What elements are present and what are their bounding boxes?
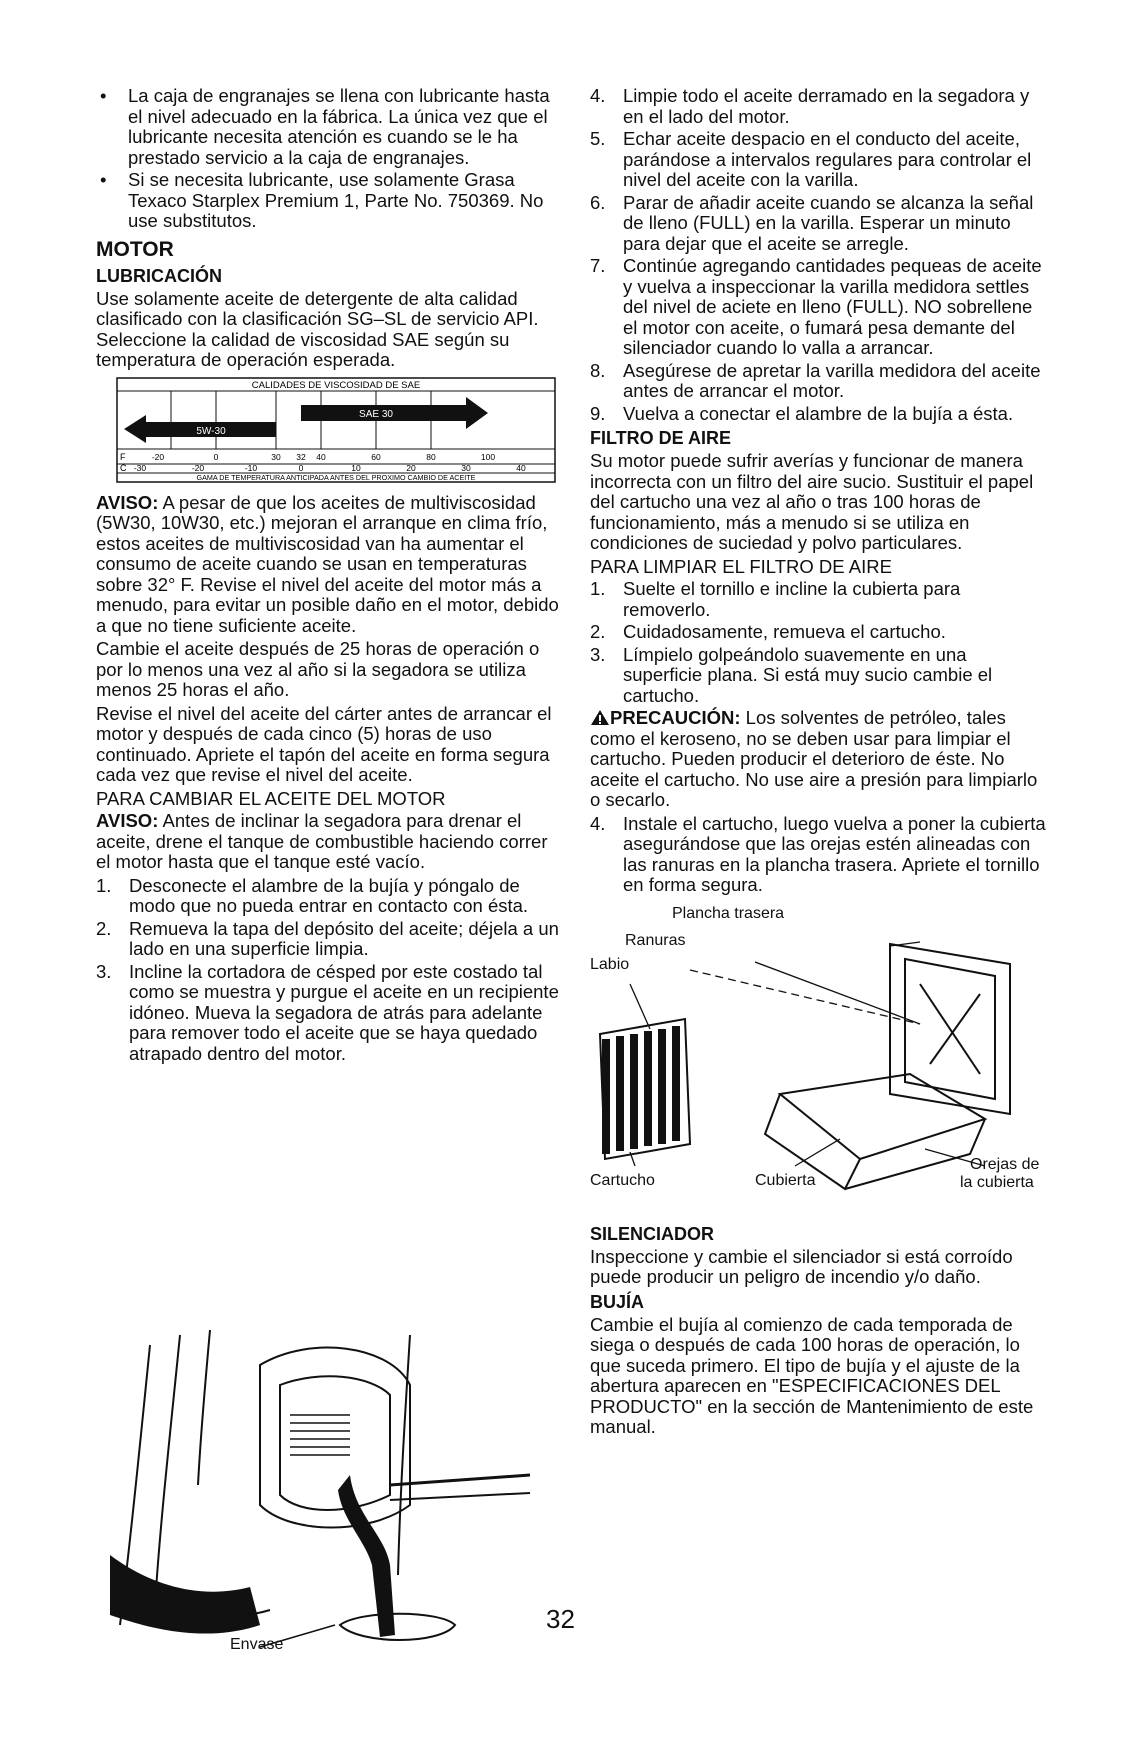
precaucion-label: PRECAUCIÓN:: [610, 707, 741, 728]
sae-viscosity-chart: [116, 377, 556, 483]
step-number: 4.: [590, 85, 606, 106]
c-tick: 10: [351, 462, 361, 473]
step-item: [590, 86, 1050, 127]
heading-limpiar-filtro: PARA LIMPIAR EL FILTRO DE AIRE: [590, 555, 892, 577]
step-number: 8.: [590, 359, 606, 381]
bar-5w30-label: 5W-30: [196, 425, 226, 437]
f-axis-label: F: [120, 451, 126, 462]
bullet-item: [96, 170, 566, 232]
c-tick: 30: [461, 462, 471, 473]
aviso-text: A pesar de que los aceites de multiviscosidad (5W30, 10W30, etc.) mejoran el arranque en clima frío, estos aceites de multiviscosidad van ha aumentar el consumo de aceite cuando se usan en temperaturas sobre 32° F. Revise el nivel del aceite del motor más a menudo, para evitar un posible daño en el motor, debido a que no tiene suficiente aceite.: [96, 491, 559, 636]
bujia-paragraph: Cambie el bujía al comienzo de cada temporada de siega o después de cada 100 horas de operación, lo que suceda primero. El tipo de bujía y el ajuste de la abertura aparecen en "ESPECIFICACIONES DEL PRODUCTO" en la sección de Mantenimiento de este manual.: [590, 1313, 1034, 1437]
bullet-item: [96, 86, 566, 168]
bullet-text: La caja de engranajes se llena con lubricante hasta el nivel adecuado en la fábrica. La única vez que el lubricante necesita atención es cuando se le ha prestado servicio a la caja de engranajes.: [128, 85, 550, 168]
oil-stream: [338, 1475, 395, 1637]
step-number: 3.: [590, 643, 606, 665]
step-item: [96, 962, 566, 1065]
heading-silenciador: SILENCIADOR: [590, 1223, 715, 1244]
air-filter-illustration: [590, 904, 1050, 1204]
bullet-text: Si se necesita lubricante, use solamente Grasa Texaco Starplex Premium 1, Parte No. 750369. No use substitutos.: [128, 169, 544, 231]
step-text: Remueva la tapa del depósito del aceite; déjela a un lado en una superficie limpia.: [129, 917, 559, 959]
step-text: Parar de añadir aceite cuando se alcanza la señal de lleno (FULL) en la varilla. Esperar un minuto para dejar que el aceite se arregle.: [623, 191, 1034, 254]
c-tick: 0: [298, 462, 304, 473]
label-envase: Envase: [230, 1636, 284, 1653]
heading-bujia: BUJÍA: [590, 1291, 645, 1312]
step-number: 2.: [590, 621, 606, 642]
c-tick: -30: [133, 462, 147, 473]
heading-cambiar-aceite: PARA CAMBIAR EL ACEITE DEL MOTOR: [96, 787, 446, 809]
label-orejas-1: Orejas de: [970, 1155, 1040, 1173]
step-text: Continúe agregando cantidades pequeas de aceite y vuelva a inspeccionar la varilla medidora settles del nivel de aciete en lleno (FULL). NO sobrellene el motor con aceite, o fumará pesa demante del silenciador cuando lo valla a arrancar.: [623, 255, 1042, 358]
chart-title: CALIDADES DE VISCOSIDAD DE SAE: [251, 379, 421, 391]
label-plancha-trasera: Plancha trasera: [672, 904, 785, 922]
heading-lubricacion: LUBRICACIÓN: [96, 265, 222, 286]
revise-paragraph: Revise el nivel del aceite del cárter antes de arrancar el motor y después de cada cinco (5) horas de uso continuado. Apriete el tapón del aceite en forma segura cada vez que revise el nivel del aceite.: [96, 702, 552, 785]
c-tick: -10: [244, 462, 258, 473]
step-item: [590, 814, 1050, 896]
bullet-dot: •: [100, 169, 107, 190]
label-labio: Labio: [590, 955, 630, 973]
step-number: 3.: [96, 960, 112, 982]
heading-filtro-aire: FILTRO DE AIRE: [590, 428, 731, 448]
aviso2-paragraph: [96, 811, 566, 873]
cartridge-pleats: [602, 1026, 680, 1154]
f-axis-ticks: [152, 452, 496, 462]
c-axis-label: C: [120, 462, 127, 473]
step-text: Echar aceite despacio en el conducto del aceite, parándose a intervalos regulares para controlar el nivel del aceite con la varilla.: [623, 128, 1032, 190]
chart-footer: GAMA DE TEMPERATURA ANTICIPADA ANTES DEL PROXIMO CAMBIO DE ACEITE: [196, 472, 476, 482]
step-number: 6.: [590, 191, 606, 213]
aviso2-text: Antes de inclinar la segadora para drenar el aceite, drene el tanque de combustible haciendo correr el motor hasta que el tanque esté vacío.: [96, 810, 548, 872]
c-tick: -20: [191, 462, 205, 473]
label-orejas-2: la cubierta: [960, 1173, 1034, 1191]
warning-icon: [590, 709, 610, 726]
page-number: 32: [546, 1604, 575, 1634]
vent-slats: [290, 1415, 350, 1455]
left-column: [96, 86, 566, 1066]
leader-lines: [630, 942, 985, 1166]
step-number: 5.: [590, 128, 606, 149]
bullet-dot: •: [100, 85, 107, 106]
label-ranuras: Ranuras: [625, 931, 686, 949]
step-item: [96, 876, 566, 917]
f-tick: 100: [480, 451, 496, 462]
bar-sae30-label: SAE 30: [359, 408, 393, 420]
step-item: [590, 645, 1050, 707]
step-item: [590, 622, 1050, 643]
step-text: Límpielo golpeándolo suavemente en una superficie plana. Si está muy sucio cambie el cartucho.: [623, 643, 993, 706]
step-text: Suelte el tornillo e incline la cubierta para removerlo.: [623, 578, 961, 620]
bar-sae30: [301, 397, 488, 429]
step-item: [590, 361, 1050, 402]
precaucion-paragraph: [590, 708, 1050, 811]
step-item: [96, 919, 566, 960]
precaucion-text: Los solventes de petróleo, tales como el keroseno, no se deben usar para limpiar el cartucho. Pueden producir el deterioro de éste. No aceite el cartucho. No use aire a presión para limpiarlo o secarlo.: [590, 707, 1038, 810]
step-text: Limpie todo el aceite derramado en la segadora y en el lado del motor.: [623, 85, 1030, 127]
step-text: Asegúrese de apretar la varilla medidora del aceite antes de arrancar el motor.: [623, 359, 1041, 401]
step-item: [590, 256, 1050, 359]
f-tick: 0: [213, 451, 219, 462]
step-number: 9.: [590, 402, 606, 424]
right-column: [590, 86, 1050, 1441]
f-tick: -20: [151, 451, 165, 462]
step-number: 2.: [96, 917, 112, 939]
step-item: [590, 129, 1050, 191]
step-item: [590, 193, 1050, 255]
step-text: Vuelva a conectar el alambre de la bujía a ésta.: [623, 402, 1014, 424]
step-text: Desconecte el alambre de la bujía y póngalo de modo que no pueda entrar en contacto con ésta.: [129, 874, 529, 916]
f-tick: 80: [426, 451, 436, 462]
viscosity-chart-svg: [116, 377, 556, 483]
lubricacion-paragraph: Use solamente aceite de detergente de alta calidad clasificado con la clasificación SG–SL de servicio API. Seleccione la calidad de viscosidad SAE según su temperatura de operación esperada.: [96, 287, 539, 370]
step-number: 1.: [96, 874, 112, 896]
label-cartucho: Cartucho: [590, 1171, 655, 1189]
mower-base: [110, 1555, 260, 1634]
cambie-paragraph: Cambie el aceite después de 25 horas de operación o por lo menos una vez al año si la segadora se utiliza menos 25 horas el año.: [96, 638, 540, 700]
label-cubierta: Cubierta: [755, 1171, 816, 1189]
step-number: 4.: [590, 812, 606, 834]
f-tick: 30: [271, 451, 281, 462]
step-text: Incline la cortadora de césped por este costado tal como se muestra y purgue el aceite en un recipiente idóneo. Mueva la segadora de atrás para adelante para remover todo el aceite que se haya quedado atrapado dentro del motor.: [129, 960, 559, 1064]
silenciador-paragraph: Inspeccione y cambie el silenciador si está corroído puede producir un peligro de incendio y/o daño.: [590, 1245, 1013, 1287]
oil-drain-illustration: [110, 1325, 570, 1655]
c-tick: 20: [406, 462, 416, 473]
aviso-label: AVISO:: [96, 491, 159, 513]
step-number: 1.: [590, 578, 606, 599]
step-item: [590, 404, 1050, 425]
step-number: 7.: [590, 255, 606, 276]
c-tick: 40: [516, 462, 526, 473]
heading-motor: MOTOR: [96, 237, 174, 261]
f-tick: 60: [371, 451, 381, 462]
f-tick: 32: [296, 451, 306, 462]
step-text: Instale el cartucho, luego vuelva a poner la cubierta asegurándose que las orejas estén alineadas con las ranuras en la plancha trasera. Apriete el tornillo en forma segura.: [623, 812, 1046, 895]
f-tick: 40: [316, 451, 326, 462]
oil-drain-svg: [110, 1325, 570, 1655]
step-text: Cuidadosamente, remueva el cartucho.: [623, 621, 946, 642]
aviso-paragraph: [96, 493, 566, 637]
step-item: [590, 579, 1050, 620]
aviso2-label: AVISO:: [96, 810, 159, 831]
filtro-paragraph: Su motor puede sufrir averías y funcionar de manera incorrecta con un filtro del aire sucio. Sustituir el papel del cartucho una vez al año o tras 100 horas de funcionamiento, más a menudo si se utiliza en condiciones de suciedad y polvo particulares.: [590, 450, 1034, 553]
